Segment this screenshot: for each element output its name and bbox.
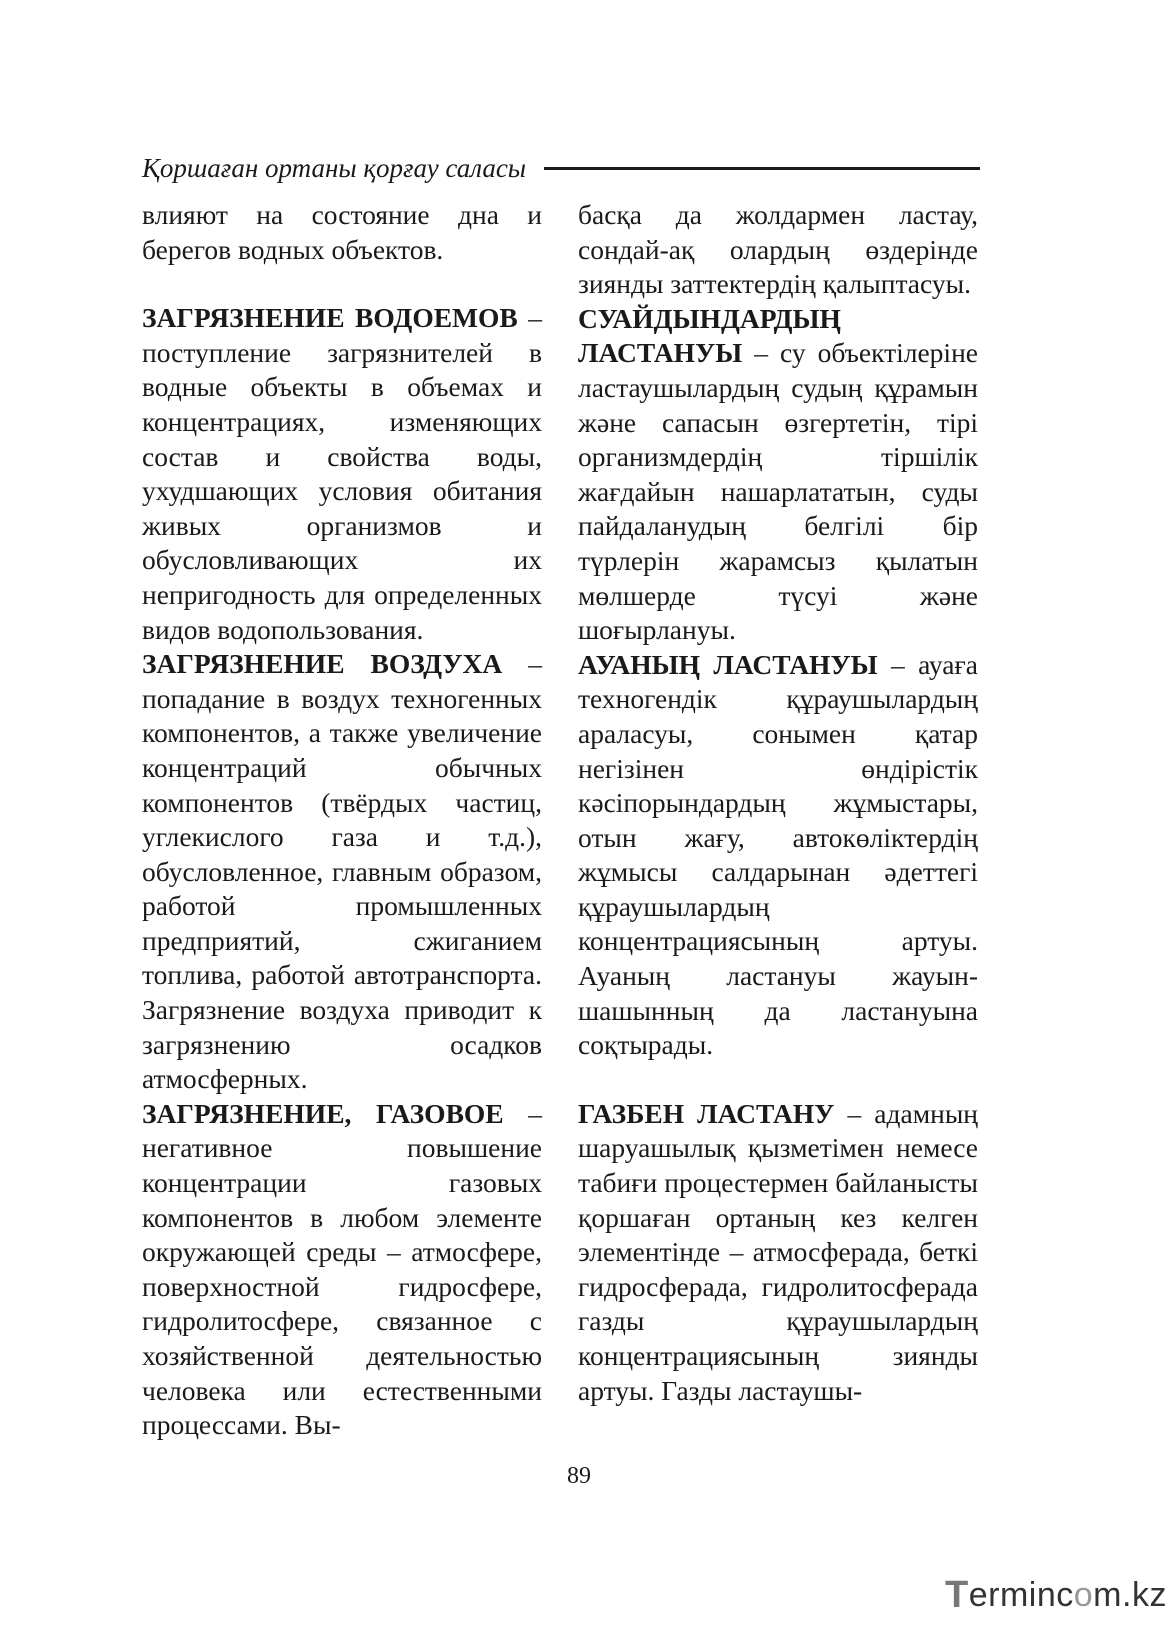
entry-definition: – ауаға техногендік құраушылардың араласуы, сонымен қатар негізінен өндірістік кәсіпорындардың жұмыстары, отын жағу, автокөліктердің жұмысы салдарынан әдеттегі құраушылардың концентрациясының артуы. Ауаның ластануы жауын-шашынның да ластануына соқтырады. <box>578 648 978 1061</box>
entry-definition: – адамның шаруашылық қызметімен немесе табиғи процестермен байланысты қоршаған ортаның кез келген элементінде – атмосферада, беткі гидросферада, гидролитосферада газды құраушылардың концентрациясының зиянды артуы. Газды ластаушы- <box>578 1097 979 1406</box>
entry-term: ЗАГРЯЗНЕНИЕ ВОЗДУХА <box>142 648 503 680</box>
running-header-title: Қоршаған ортаны қорғау саласы <box>142 152 527 183</box>
watermark-text-end: m.kz <box>1093 1575 1167 1614</box>
entry-term: ЗАГРЯЗНЕНИЕ ВОДОЕМОВ <box>142 302 518 334</box>
entry-text <box>578 1097 978 1408</box>
right-column <box>578 198 978 1408</box>
watermark-t-glyph: T <box>945 1573 969 1616</box>
left-intro-text: влияют на состояние дна и берегов водных объектов. <box>142 199 542 265</box>
entry-zagryaznenie-gazovoe <box>142 1097 542 1443</box>
entry-term: ГАЗБЕН ЛАСТАНУ <box>578 1097 835 1129</box>
entry-text <box>142 1097 542 1443</box>
watermark-o-glyph: o <box>1073 1575 1094 1614</box>
spacer <box>578 1063 978 1097</box>
entry-zagryaznenie-vodoemov <box>142 301 542 647</box>
entry-definition: – негативное повышение концентрации газовых компонентов в любом элементе окружающей среды – атмосфере, поверхностной гидросфере, гидролитосфере, связанное с хозяйственной деятельностью человека или естественными процессами. Вы- <box>142 1097 542 1441</box>
entry-term: СУАЙДЫНДАРДЫҢ ЛАСТАНУЫ <box>578 302 841 369</box>
entry-gazben-lastanu <box>578 1097 978 1408</box>
entry-term: ЗАГРЯЗНЕНИЕ, ГАЗОВОЕ <box>142 1097 504 1129</box>
entry-auanyn-lastanuy <box>578 648 978 1063</box>
entry-definition: – попадание в воздух техногенных компонентов, а также увеличение концентраций обычных компонентов (твёрдых частиц, углекислого газа и т.д.), обусловленное, главным образом, работой промышленных предприятий, сжиганием топлива, работой автотранспорта. Загрязнение воздуха приводит к загрязнению осадков атмосферных. <box>142 648 542 1095</box>
entry-definition: – су объектілеріне ластаушылардың судың құрамын және сапасын өзгертетін, тірі организмдердің тіршілік жағдайын нашарлататын, суды пайдаланудың белгілі бір түрлерін жарамсыз қылатын мөлшерде түсуі және шоғырлануы. <box>578 337 979 646</box>
page-number: 89 <box>567 1463 591 1489</box>
entry-text <box>578 648 978 1063</box>
left-column <box>142 198 542 1443</box>
entry-text <box>578 302 978 648</box>
watermark-text-middle: erminc <box>968 1575 1074 1614</box>
entry-term: АУАНЫҢ ЛАСТАНУЫ <box>578 648 878 680</box>
running-header <box>142 148 980 188</box>
entry-definition: – поступление загрязнителей в водные объекты в объемах и концентрациях, изменяющих состав и свойства воды, ухудшающих условия обитания живых организмов и обусловливающих их непригодность для определенных видов водопользования. <box>142 302 543 645</box>
left-intro-block <box>142 198 542 267</box>
entry-zagryaznenie-vozduha <box>142 647 542 1097</box>
right-intro-text: басқа да жолдармен ластау, сондай-ақ олардың өздерінде зиянды заттектердің қалыптасуы. <box>578 199 978 300</box>
entry-suaidyndardyn-lastanuy <box>578 302 978 648</box>
entry-text <box>142 647 542 1097</box>
right-intro-block <box>578 198 978 302</box>
spacer <box>142 267 542 301</box>
site-watermark <box>945 1570 1167 1620</box>
header-rule <box>544 167 980 170</box>
entry-text <box>142 301 542 647</box>
